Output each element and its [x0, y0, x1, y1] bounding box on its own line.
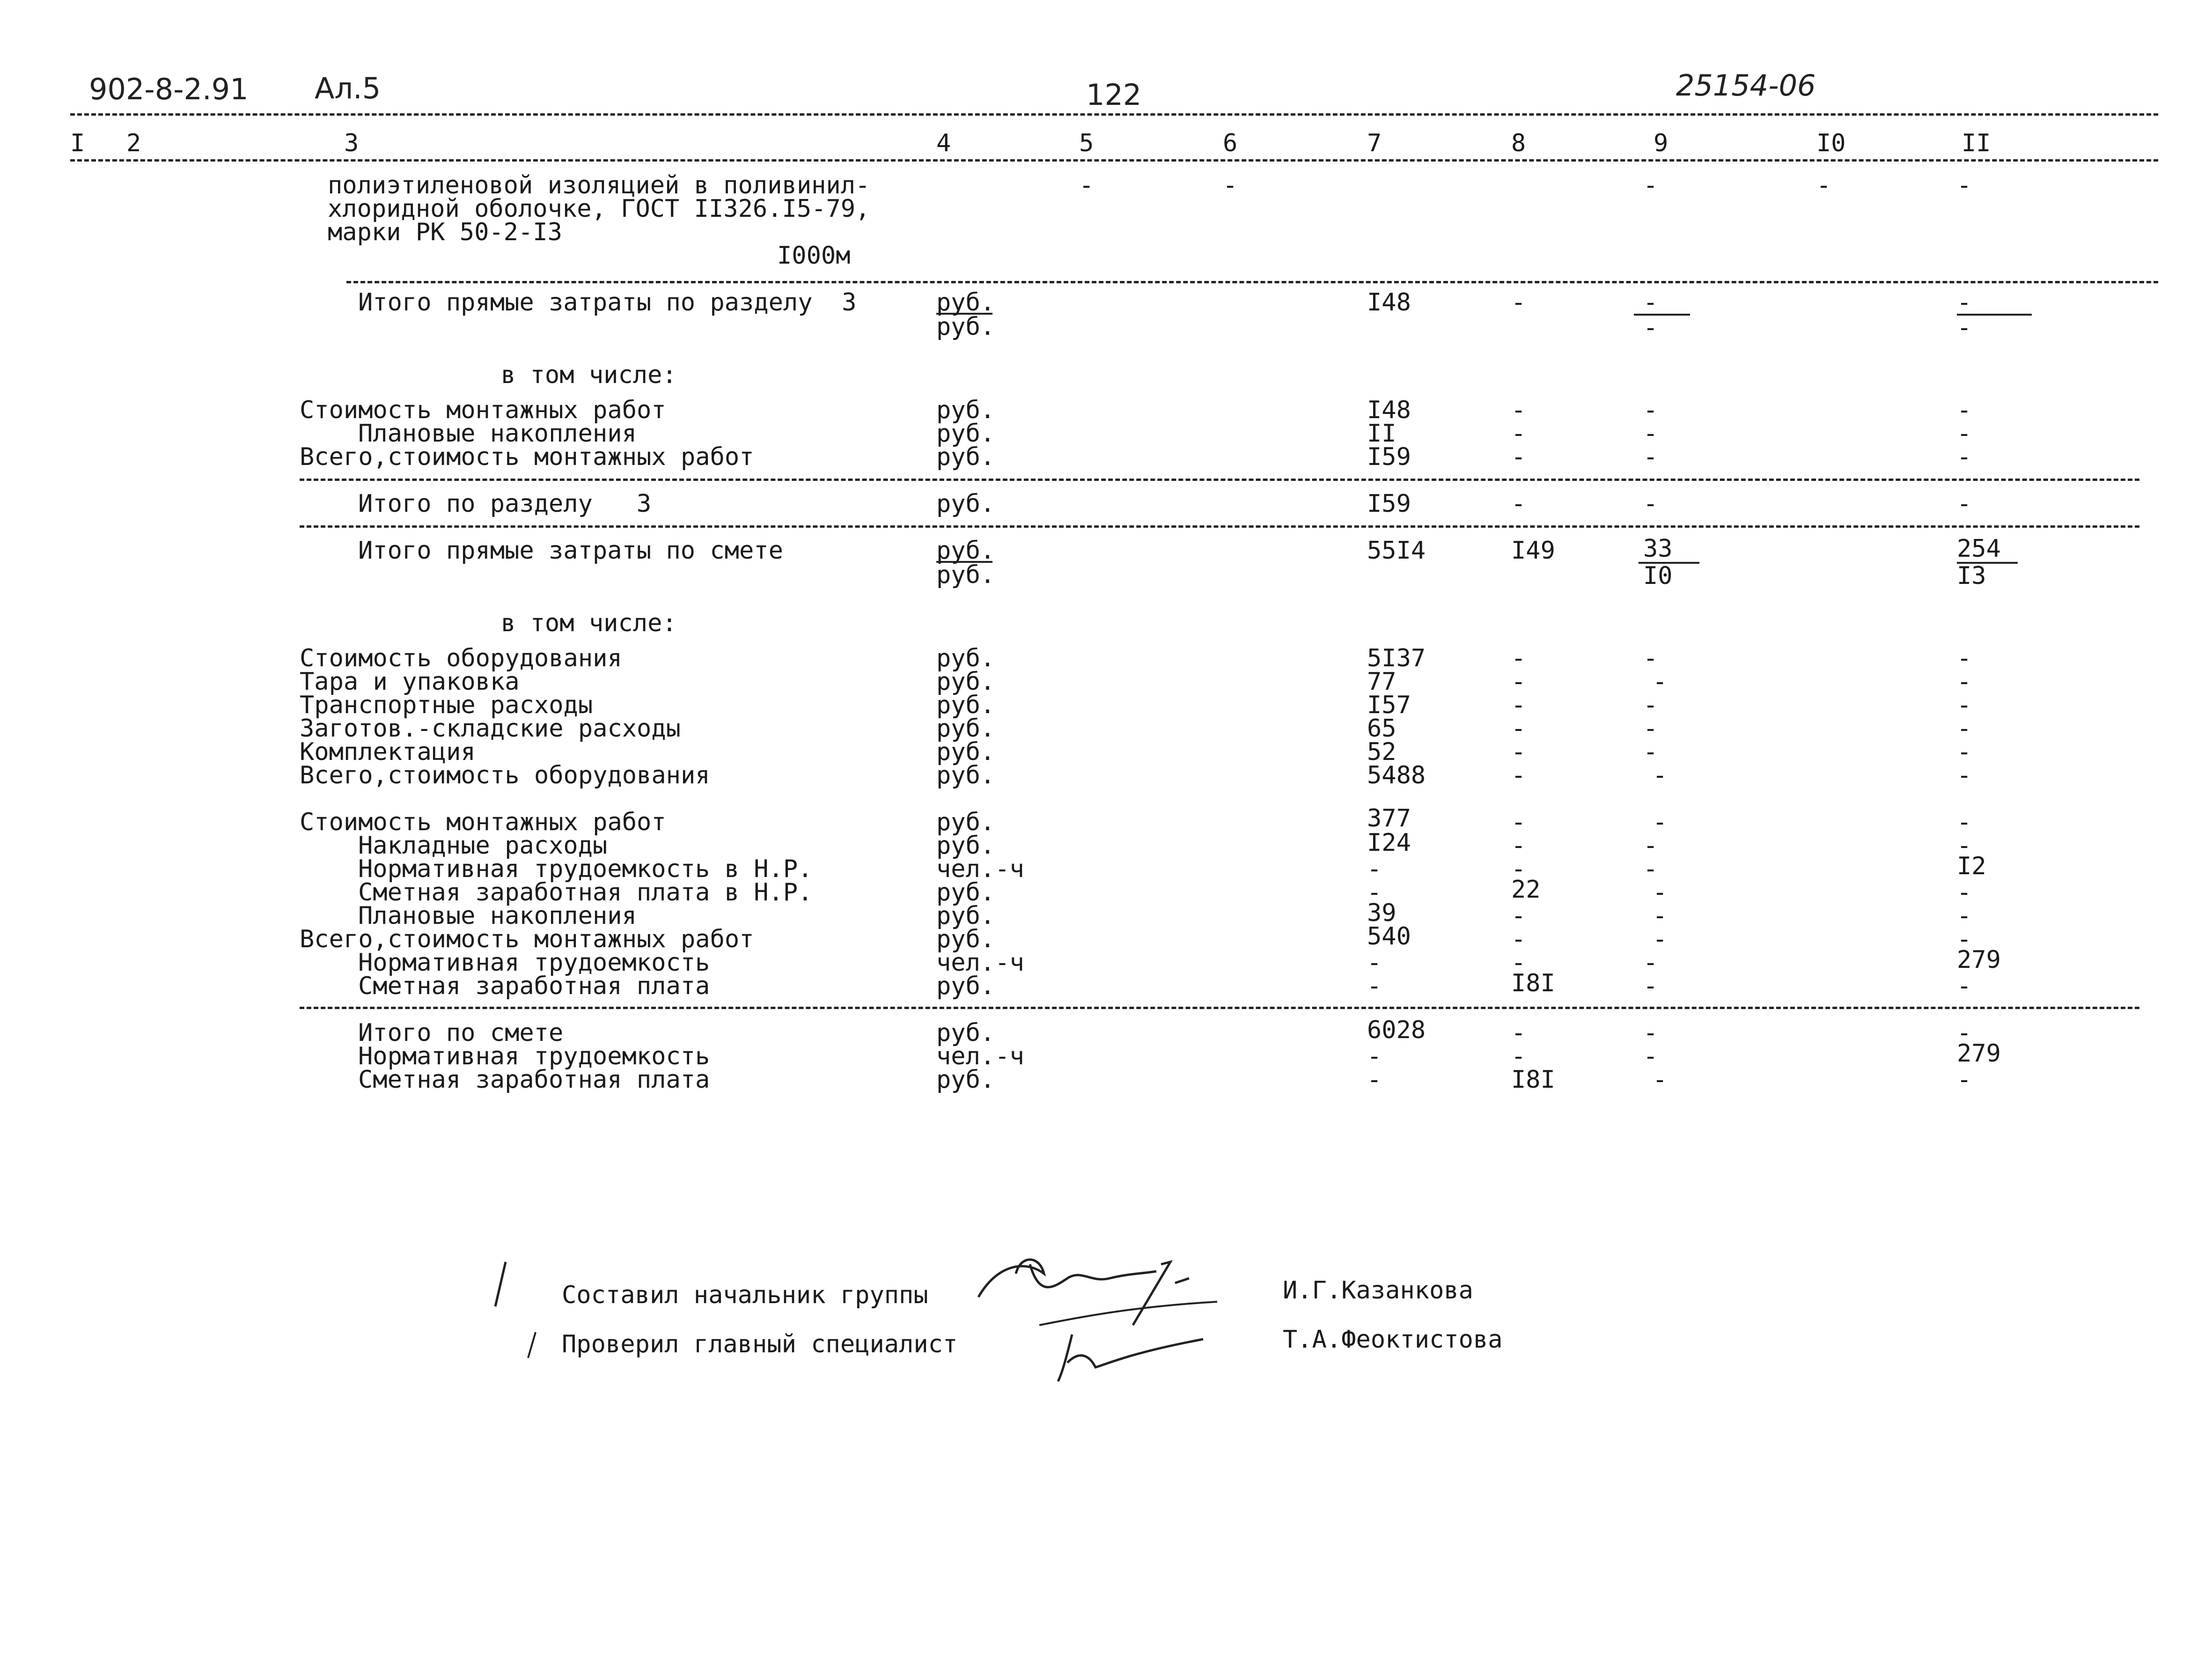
- row-unit: руб.: [936, 832, 995, 860]
- row-unit: руб.: [936, 537, 995, 565]
- cell-col7: I59: [1367, 443, 1411, 471]
- row-unit: руб.: [936, 878, 995, 907]
- cell-col8: -: [1511, 738, 1526, 766]
- row-label: Транспортные расходы: [300, 691, 593, 719]
- row-label: Итого прямые затраты по смете: [358, 537, 783, 565]
- cell-col9: -: [1643, 1042, 1658, 1070]
- cell-col7: I24: [1367, 829, 1411, 857]
- row-unit: руб.: [936, 761, 995, 789]
- row-unit: руб.: [936, 420, 995, 448]
- cell-col11: -: [1957, 738, 1972, 766]
- column-header-rule: [70, 159, 2158, 162]
- cell-col9-secondary: I0: [1643, 562, 1673, 590]
- row-unit: руб.: [936, 715, 995, 743]
- cell-col11: -: [1957, 1019, 1972, 1047]
- doc-code: 902-8-2.91: [89, 72, 249, 106]
- row-label: Всего,стоимость оборудования: [300, 761, 710, 789]
- cell-col9: -: [1643, 288, 1658, 317]
- row-unit: руб.: [936, 288, 995, 317]
- signature-compiler: [969, 1246, 1222, 1332]
- row-unit: руб.: [936, 443, 995, 471]
- compiled-by-role: Составил начальник группы: [562, 1281, 928, 1309]
- row-unit-secondary: руб.: [936, 313, 995, 341]
- cell-col9: -: [1643, 949, 1658, 977]
- section-rule: [346, 281, 2158, 283]
- cell-col10: -: [1816, 171, 1831, 199]
- cell-col8: -: [1511, 668, 1526, 696]
- row-label: Стоимость монтажных работ: [300, 808, 666, 836]
- cell-col11: -: [1957, 171, 1972, 199]
- row-label: Плановые накопления: [358, 902, 637, 930]
- cell-col8: -: [1511, 808, 1526, 836]
- cell-col11: -: [1957, 715, 1972, 743]
- col-num-1: I: [70, 129, 85, 157]
- row-label: Итого по смете: [358, 1019, 564, 1047]
- cell-col11: 279: [1957, 1040, 2001, 1068]
- section-rule: [300, 479, 2139, 481]
- cell-col8: -: [1511, 761, 1526, 789]
- cell-col7: I59: [1367, 490, 1411, 518]
- cell-col7: 377: [1367, 804, 1411, 833]
- row-unit: руб.: [936, 691, 995, 719]
- item-description-line: хлоридной оболочке, ГОСТ II326.I5-79,: [328, 195, 870, 223]
- cell-col9: -: [1643, 396, 1658, 424]
- subheading-including: в том числе:: [501, 361, 677, 389]
- album-number: Ал.5: [315, 71, 381, 105]
- cell-col11: -: [1957, 288, 1972, 317]
- row-label: Сметная заработная плата: [358, 1066, 710, 1094]
- cell-col9: -: [1643, 715, 1658, 743]
- row-label: Нормативная трудоемкость: [358, 949, 710, 977]
- row-label: Всего,стоимость монтажных работ: [300, 443, 754, 471]
- cell-col7: I48: [1367, 396, 1411, 424]
- cell-col7: -: [1367, 1066, 1382, 1094]
- row-label: Сметная заработная плата в Н.Р.: [358, 878, 813, 907]
- margin-mark: [524, 1330, 538, 1364]
- margin-mark: [492, 1260, 510, 1313]
- cell-col9: -: [1643, 420, 1658, 448]
- item-description-line: марки РК 50-2-I3: [328, 218, 562, 246]
- cell-col11: 279: [1957, 946, 2001, 974]
- cell-col9: -: [1643, 691, 1658, 719]
- cell-col8: -: [1511, 288, 1526, 317]
- cell-col8: -: [1511, 902, 1526, 930]
- cell-col11: -: [1957, 808, 1972, 836]
- cell-col11: -: [1957, 691, 1972, 719]
- cell-col11: -: [1957, 668, 1972, 696]
- cell-col11: -: [1957, 902, 1972, 930]
- cell-col8: -: [1511, 1019, 1526, 1047]
- row-label: Нормативная трудоемкость: [358, 1042, 710, 1070]
- cell-col9: -: [1653, 878, 1668, 907]
- cell-col9: -: [1653, 902, 1668, 930]
- cell-col9: -: [1643, 855, 1658, 883]
- checked-by-role: Проверил главный специалист: [562, 1330, 958, 1358]
- row-unit-secondary: руб.: [936, 561, 995, 589]
- row-label: Плановые накопления: [358, 420, 637, 448]
- row-unit: руб.: [936, 644, 995, 672]
- row-unit: руб.: [936, 902, 995, 930]
- row-label: Стоимость монтажных работ: [300, 396, 666, 424]
- cell-col8: -: [1511, 832, 1526, 860]
- checked-by-name: Т.А.Феоктистова: [1283, 1326, 1503, 1354]
- row-unit: руб.: [936, 668, 995, 696]
- row-label: Накладные расходы: [358, 832, 608, 860]
- cell-col9: -: [1643, 644, 1658, 672]
- cell-col8: -: [1511, 715, 1526, 743]
- row-label: Стоимость оборудования: [300, 644, 622, 672]
- row-unit: руб.: [936, 925, 995, 953]
- cell-col11: -: [1957, 490, 1972, 518]
- cell-col8: I8I: [1511, 1066, 1555, 1094]
- cell-col8: -: [1511, 925, 1526, 953]
- row-unit: руб.: [936, 396, 995, 424]
- cell-col11: -: [1957, 420, 1972, 448]
- cell-col7: -: [1367, 972, 1382, 1000]
- item-description-line: полиэтиленовой изоляцией в поливинил-: [328, 171, 870, 199]
- row-label: Тара и упаковка: [300, 668, 520, 696]
- cell-col11: I2: [1957, 852, 1986, 880]
- cell-col7: 5488: [1367, 761, 1426, 789]
- cell-col8: I49: [1511, 537, 1555, 565]
- row-label: Комплектация: [300, 738, 476, 766]
- cell-col7: -: [1367, 1042, 1382, 1070]
- cell-col11: -: [1957, 761, 1972, 789]
- cell-col7: 65: [1367, 715, 1396, 743]
- cell-col7: II: [1367, 420, 1396, 448]
- cell-col8: -: [1511, 644, 1526, 672]
- col-num-5: 5: [1079, 129, 1094, 157]
- cell-col8: -: [1511, 443, 1526, 471]
- cell-col11: -: [1957, 396, 1972, 424]
- cell-col9: -: [1653, 925, 1668, 953]
- cell-col9: -: [1653, 761, 1668, 789]
- row-unit: руб.: [936, 490, 995, 518]
- row-label: Заготов.-складские расходы: [300, 715, 681, 743]
- cell-col7: 5I37: [1367, 644, 1426, 672]
- row-unit: руб.: [936, 972, 995, 1000]
- cell-col9: -: [1643, 171, 1658, 199]
- col-num-3: 3: [344, 129, 359, 157]
- subheading-including: в том числе:: [501, 609, 677, 637]
- cell-col9: -: [1643, 832, 1658, 860]
- row-label: Нормативная трудоемкость в Н.Р.: [358, 855, 813, 883]
- row-label: Всего,стоимость монтажных работ: [300, 925, 754, 953]
- cell-col9: -: [1643, 1019, 1658, 1047]
- item-quantity: I000м: [777, 242, 851, 270]
- sheet-code: 25154-06: [1676, 68, 1816, 103]
- cell-col7: 52: [1367, 738, 1396, 766]
- cell-col7: 77: [1367, 668, 1396, 696]
- cell-col11: -: [1957, 878, 1972, 907]
- cell-col7: 55I4: [1367, 537, 1426, 565]
- cell-col9: 33: [1643, 535, 1673, 563]
- cell-col11: -: [1957, 1066, 1972, 1094]
- cell-col11: -: [1957, 925, 1972, 953]
- cell-col7: 6028: [1367, 1016, 1426, 1044]
- cell-col8: -: [1511, 420, 1526, 448]
- cell-col9: -: [1653, 1066, 1668, 1094]
- cell-col8: -: [1511, 490, 1526, 518]
- col-num-11: II: [1962, 129, 1991, 157]
- row-unit: руб.: [936, 808, 995, 836]
- cell-col8: -: [1511, 1042, 1526, 1070]
- cell-col8: 22: [1511, 876, 1541, 904]
- cell-col7: -: [1367, 855, 1382, 883]
- cell-col11: -: [1957, 644, 1972, 672]
- cell-col11: -: [1957, 443, 1972, 471]
- cell-col11-secondary: -: [1957, 314, 1972, 342]
- row-unit: чел.-ч: [936, 1042, 1024, 1070]
- cell-col6: -: [1223, 171, 1238, 199]
- section-rule: [300, 525, 2139, 528]
- col-num-4: 4: [936, 129, 951, 157]
- cell-col9: -: [1643, 738, 1658, 766]
- cell-col7: 39: [1367, 899, 1396, 927]
- cell-col7: -: [1367, 949, 1382, 977]
- row-unit: руб.: [936, 738, 995, 766]
- cell-col5: -: [1079, 171, 1094, 199]
- header-rule: [70, 113, 2158, 116]
- row-unit: чел.-ч: [936, 949, 1024, 977]
- row-label: Сметная заработная плата: [358, 972, 710, 1000]
- compiled-by-name: И.Г.Казанкова: [1283, 1276, 1473, 1305]
- cell-col9: -: [1643, 972, 1658, 1000]
- cell-col9: -: [1643, 443, 1658, 471]
- cell-col7: 540: [1367, 922, 1411, 951]
- row-label: Итого прямые затраты по разделу 3: [358, 288, 857, 317]
- cell-col8: -: [1511, 949, 1526, 977]
- row-label: Итого по разделу 3: [358, 490, 652, 518]
- cell-col9: -: [1653, 808, 1668, 836]
- cell-col11: -: [1957, 832, 1972, 860]
- cell-col11-secondary: I3: [1957, 562, 1986, 590]
- signature-checker: [1053, 1320, 1222, 1388]
- cell-col8: I8I: [1511, 969, 1555, 997]
- cell-col7: -: [1367, 878, 1382, 907]
- cell-col9: -: [1643, 490, 1658, 518]
- cell-col9: -: [1653, 668, 1668, 696]
- col-num-7: 7: [1367, 129, 1382, 157]
- cell-col11: -: [1957, 972, 1972, 1000]
- cell-col8: -: [1511, 396, 1526, 424]
- row-unit: руб.: [936, 1019, 995, 1047]
- cell-col8: -: [1511, 855, 1526, 883]
- cell-col11: 254: [1957, 535, 2001, 563]
- row-unit: руб.: [936, 1066, 995, 1094]
- col-num-2: 2: [126, 129, 141, 157]
- row-unit: чел.-ч: [936, 855, 1024, 883]
- page-number: 122: [1086, 78, 1142, 112]
- cell-col7: I48: [1367, 288, 1411, 317]
- fraction-line: [1634, 314, 1690, 316]
- section-rule: [300, 1007, 2139, 1009]
- cell-col9-secondary: -: [1643, 314, 1658, 342]
- col-num-10: I0: [1816, 129, 1846, 157]
- col-num-6: 6: [1223, 129, 1238, 157]
- cell-col7: I57: [1367, 691, 1411, 719]
- col-num-9: 9: [1653, 129, 1668, 157]
- col-num-8: 8: [1511, 129, 1526, 157]
- cell-col8: -: [1511, 691, 1526, 719]
